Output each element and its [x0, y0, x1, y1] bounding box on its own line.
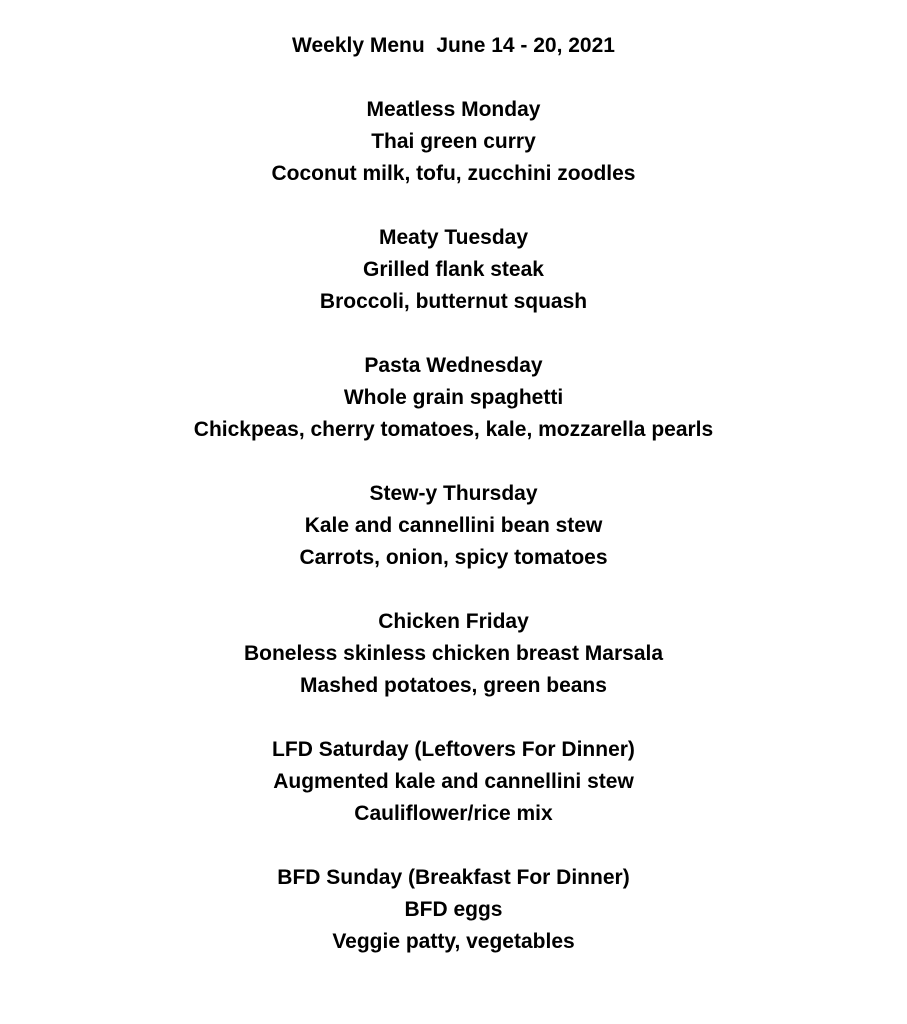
day-block-sunday	[0, 862, 907, 958]
main-dish: Thai green curry	[371, 130, 536, 153]
day-name: Meaty Tuesday	[379, 226, 528, 249]
day-block-monday	[0, 94, 907, 190]
day-name: BFD Sunday (Breakfast For Dinner)	[277, 866, 630, 889]
weekly-menu	[0, 30, 907, 958]
main-dish: Augmented kale and cannellini stew	[273, 770, 634, 793]
day-block-friday	[0, 606, 907, 702]
side-dishes: Mashed potatoes, green beans	[300, 674, 607, 697]
day-block-wednesday	[0, 350, 907, 446]
day-block-tuesday	[0, 222, 907, 318]
day-name: Stew-y Thursday	[369, 482, 538, 505]
main-dish: Whole grain spaghetti	[343, 386, 564, 409]
side-dishes: Broccoli, butternut squash	[319, 290, 588, 313]
day-name: Meatless Monday	[366, 98, 541, 121]
day-name: Pasta Wednesday	[364, 354, 543, 377]
day-name: LFD Saturday (Leftovers For Dinner)	[272, 738, 635, 761]
side-dishes: Veggie patty, vegetables	[332, 930, 575, 953]
side-dishes: Chickpeas, cherry tomatoes, kale, mozzarella pearls	[193, 418, 714, 441]
main-dish: Grilled flank steak	[363, 258, 544, 281]
side-dishes: Coconut milk, tofu, zucchini zoodles	[271, 162, 636, 185]
side-dishes: Carrots, onion, spicy tomatoes	[299, 546, 608, 569]
main-dish: Kale and cannellini bean stew	[304, 514, 603, 537]
main-dish: Boneless skinless chicken breast Marsala	[243, 642, 664, 665]
main-dish: BFD eggs	[404, 898, 503, 921]
side-dishes: Cauliflower/rice mix	[354, 802, 553, 825]
day-name: Chicken Friday	[378, 610, 529, 633]
day-block-thursday	[0, 478, 907, 574]
day-block-saturday	[0, 734, 907, 830]
menu-title: Weekly Menu June 14 - 20, 2021	[292, 34, 615, 57]
